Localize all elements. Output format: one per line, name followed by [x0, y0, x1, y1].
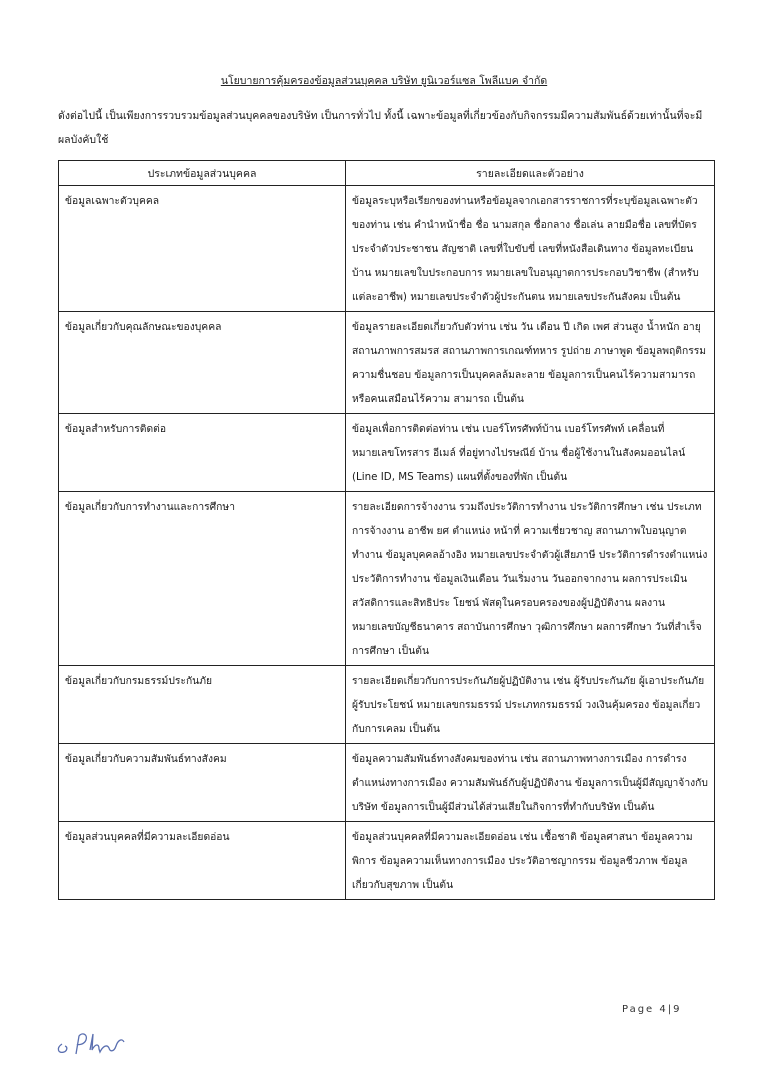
- row-category: ข้อมูลส่วนบุคคลที่มีความละเอียดอ่อน: [59, 822, 346, 900]
- row-category: ข้อมูลเฉพาะตัวบุคคล: [59, 186, 346, 312]
- table-row: [59, 492, 715, 666]
- page-number: Page 4|9: [622, 1004, 682, 1015]
- handwritten-signature-icon: [52, 1024, 132, 1060]
- personal-data-table: [58, 160, 715, 900]
- row-category: ข้อมูลเกี่ยวกับความสัมพันธ์ทางสังคม: [59, 744, 346, 822]
- table-row: [59, 822, 715, 900]
- column-header-category: ประเภทข้อมูลส่วนบุคคล: [59, 161, 346, 186]
- intro-paragraph: ดังต่อไปนี้ เป็นเพียงการรวบรวมข้อมูลส่วนบุคคลของบริษัท เป็นการทั่วไป ทั้งนี้ เฉพาะข้อมูลที่เกี่ยวข้องกับกิจกรรมมีความสัมพันธ์ด้วยเท่านั้นที่จะมีผลบังคับใช้: [58, 110, 703, 146]
- row-detail: รายละเอียดเกี่ยวกับการประกันภัยผู้ปฏิบัติงาน เช่น ผู้รับประกันภัย ผู้เอาประกันภัย ผู้รับประโยชน์ หมายเลขกรมธรรม์ ประเภทกรมธรรม์ วงเงินคุ้มครอง ข้อมูลเกี่ยวกับการเคลม เป็นต้น: [346, 666, 715, 744]
- row-detail: รายละเอียดการจ้างงาน รวมถึงประวัติการทำงาน ประวัติการศึกษา เช่น ประเภทการจ้างงาน อาชีพ ยศ ตำแหน่ง หน้าที่ ความเชี่ยวชาญ สถานภาพใบอนุญาตทำงาน ข้อมูลบุคคลอ้างอิง หมายเลขประจำตัวผู้เสียภาษี ประวัติการดำรงตำแหน่ง ประวัติการทำงาน ข้อมูลเงินเดือน วันเริ่มงาน วันออกจากงาน ผลการประเมิน สวัสดิการและสิทธิประ โยชน์ พัสดุในครอบครองของผู้ปฏิบัติงาน ผลงาน หมายเลขบัญชีธนาคาร สถาบันการศึกษา วุฒิการศึกษา ผลการศึกษา วันที่สำเร็จการศึกษา เป็นต้น: [346, 492, 715, 666]
- row-category: ข้อมูลเกี่ยวกับคุณลักษณะของบุคคล: [59, 312, 346, 414]
- row-category: ข้อมูลเกี่ยวกับกรมธรรม์ประกันภัย: [59, 666, 346, 744]
- table-row: [59, 666, 715, 744]
- table-row: [59, 744, 715, 822]
- row-category: ข้อมูลสำหรับการติดต่อ: [59, 414, 346, 492]
- table-header-row: [59, 161, 715, 186]
- row-detail: ข้อมูลเพื่อการติดต่อท่าน เช่น เบอร์โทรศัพท์บ้าน เบอร์โทรศัพท์ เคลื่อนที่ หมายเลขโทรสาร อีเมล์ ที่อยู่ทางไปรษณีย์ บ้าน ชื่อผู้ใช้งานในสังคมออนไลน์ (Line ID, MS Teams) แผนที่ตั้งของที่พัก เป็นต้น: [346, 414, 715, 492]
- table-row: [59, 312, 715, 414]
- row-detail: ข้อมูลความสัมพันธ์ทางสังคมของท่าน เช่น สถานภาพทางการเมือง การดำรงตำแหน่งทางการเมือง ความสัมพันธ์กับผู้ปฏิบัติงาน ข้อมูลการเป็นผู้มีสัญญาจ้างกับบริษัท ข้อมูลการเป็นผู้มีส่วนได้ส่วนเสียในกิจการที่ทำกับบริษัท เป็นต้น: [346, 744, 715, 822]
- column-header-detail: รายละเอียดและตัวอย่าง: [346, 161, 715, 186]
- row-detail: ข้อมูลส่วนบุคคลที่มีความละเอียดอ่อน เช่น เชื้อชาติ ข้อมูลศาสนา ข้อมูลความพิการ ข้อมูลความเห็นทางการเมือง ประวัติอาชญากรรม ข้อมูลชีวภาพ ข้อมูลเกี่ยวกับสุขภาพ เป็นต้น: [346, 822, 715, 900]
- row-category: ข้อมูลเกี่ยวกับการทำงานและการศึกษา: [59, 492, 346, 666]
- table-row: [59, 414, 715, 492]
- document-title: นโยบายการคุ้มครองข้อมูลส่วนบุคคล บริษัท ยูนิเวอร์แซล โพลีแบค จำกัด: [220, 75, 548, 87]
- row-detail: ข้อมูลระบุหรือเรียกของท่านหรือข้อมูลจากเอกสารราชการที่ระบุข้อมูลเฉพาะตัวของท่าน เช่น คำนำหน้าชื่อ ชื่อ นามสกุล ชื่อกลาง ชื่อเล่น ลายมือชื่อ เลขที่บัตรประจำตัวประชาชน สัญชาติ เลขที่ใบขับขี่ เลขที่หนังสือเดินทาง ข้อมูลทะเบียนบ้าน หมายเลขใบประกอบการ หมายเลขใบอนุญาตการประกอบวิชาชีพ (สำหรับแต่ละอาชีพ) หมายเลขประจำตัวผู้ประกันตน หมายเลขประกันสังคม เป็นต้น: [346, 186, 715, 312]
- table-row: [59, 186, 715, 312]
- row-detail: ข้อมูลรายละเอียดเกี่ยวกับตัวท่าน เช่น วัน เดือน ปี เกิด เพศ ส่วนสูง น้ำหนัก อายุ สถานภาพการสมรส สถานภาพการเกณฑ์ทหาร รูปถ่าย ภาษาพูด ข้อมูลพฤติกรรม ความชื่นชอบ ข้อมูลการเป็นบุคคลล้มละลาย ข้อมูลการเป็นคนไร้ความสามารถหรือคนเสมือนไร้ความ สามารถ เป็นต้น: [346, 312, 715, 414]
